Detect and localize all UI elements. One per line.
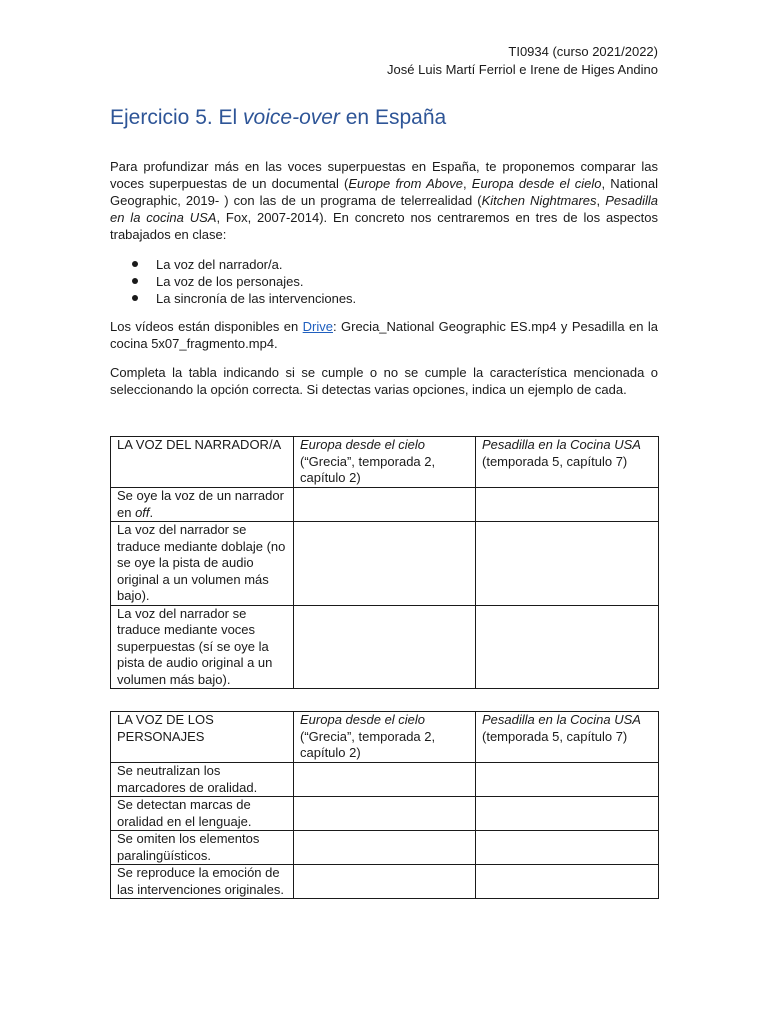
aspects-list <box>110 256 356 307</box>
col3-detail: (temporada 5, capítulo 7) <box>482 728 628 744</box>
answer-cell[interactable] <box>294 831 476 865</box>
table-header-cell <box>294 712 476 763</box>
title-italic: voice-over <box>243 106 340 129</box>
col3-title: Pesadilla en la Cocina USA <box>482 712 641 727</box>
table-label-cell <box>111 488 294 522</box>
answer-cell[interactable] <box>476 522 659 606</box>
instructions-paragraph: Completa la tabla indicando si se cumple o no se cumple la característica mencionada o seleccionando la opción correcta. Si detectas varias opciones, indica un ejemplo de cada. <box>110 365 658 397</box>
table-row <box>111 605 659 689</box>
answer-cell[interactable] <box>476 763 659 797</box>
table-row <box>111 712 659 763</box>
drive-link[interactable]: Drive <box>302 319 333 334</box>
table-label-cell: Se omiten los elementos paralingüísticos. <box>111 831 294 865</box>
table-header-cell <box>476 712 659 763</box>
intro-paragraph <box>110 158 658 243</box>
answer-cell[interactable] <box>294 605 476 689</box>
exercise-title <box>110 104 446 132</box>
table-row <box>111 831 659 865</box>
table-label-cell: Se detectan marcas de oralidad en el lenguaje. <box>111 797 294 831</box>
col3-detail: (temporada 5, capítulo 7) <box>482 453 628 469</box>
title-prefix: Ejercicio 5. El <box>110 106 244 129</box>
answer-cell[interactable] <box>294 522 476 606</box>
authors: José Luis Martí Ferriol e Irene de Higes Andino <box>387 62 658 77</box>
list-item: La voz de los personajes. <box>110 273 356 290</box>
videos-paragraph <box>110 318 658 352</box>
doc-title-en: Europe from Above <box>348 176 463 191</box>
title-suffix: en España <box>339 106 447 129</box>
intro-text-2: , National Geographic, 2019- ) con las de un programa de telerrealidad ( <box>110 176 658 208</box>
table-header-cell: LA VOZ DE LOS PERSONAJES <box>111 712 294 763</box>
answer-cell[interactable] <box>294 865 476 899</box>
table-header-cell <box>294 437 476 488</box>
narrator-table <box>110 436 659 689</box>
show-title-es: Pesadilla en la cocina USA <box>110 193 658 225</box>
table-header-cell <box>476 437 659 488</box>
course-code: TI0934 (curso 2021/2022) <box>508 44 658 59</box>
table-row <box>111 437 659 488</box>
table-row <box>111 763 659 797</box>
show-title-en: Kitchen Nightmares <box>481 193 597 208</box>
table-row <box>111 865 659 899</box>
answer-cell[interactable] <box>476 605 659 689</box>
col2-title: Europa desde el cielo <box>300 712 426 727</box>
videos-text-before: Los vídeos están disponibles en <box>110 319 303 334</box>
table-label-cell: Se reproduce la emoción de las intervenciones originales. <box>111 865 294 899</box>
answer-cell[interactable] <box>294 488 476 522</box>
table-row <box>111 488 659 522</box>
table-row <box>111 797 659 831</box>
intro-text-3: , Fox, 2007-2014). En concreto nos centraremos en tres de los aspectos trabajados en clase: <box>110 210 658 242</box>
col2-detail: (“Grecia”, temporada 2, capítulo 2) <box>300 453 436 485</box>
list-item: La voz del narrador/a. <box>110 256 356 273</box>
table-label-cell: La voz del narrador se traduce mediante doblaje (no se oye la pista de audio original a un volumen más bajo). <box>111 522 294 606</box>
row1-end: . <box>149 504 154 520</box>
table-label-cell: Se neutralizan los marcadores de oralidad. <box>111 763 294 797</box>
answer-cell[interactable] <box>476 488 659 522</box>
row1-italic: off <box>135 504 150 520</box>
table-label-cell: La voz del narrador se traduce mediante voces superpuestas (sí se oye la pista de audio original a un volumen más bajo). <box>111 605 294 689</box>
characters-table <box>110 711 659 899</box>
doc-title-es: Europa desde el cielo <box>471 176 602 191</box>
answer-cell[interactable] <box>476 797 659 831</box>
intro-sep-2: , <box>596 193 606 208</box>
intro-sep-1: , <box>463 176 472 191</box>
col3-title: Pesadilla en la Cocina USA <box>482 437 641 452</box>
col2-title: Europa desde el cielo <box>300 437 426 452</box>
answer-cell[interactable] <box>294 797 476 831</box>
list-item: La sincronía de las intervenciones. <box>110 290 356 307</box>
table-row <box>111 522 659 606</box>
answer-cell[interactable] <box>294 763 476 797</box>
table-header-cell: LA VOZ DEL NARRADOR/A <box>111 437 294 488</box>
page-header <box>387 43 658 79</box>
intro-text-1: Para profundizar más en las voces superpuestas en España, te proponemos comparar las voces superpuestas de un documental ( <box>110 159 658 191</box>
row1-text: Se oye la voz de un narrador en <box>117 488 284 520</box>
answer-cell[interactable] <box>476 865 659 899</box>
videos-text-after: : Grecia_National Geographic ES.mp4 y Pesadilla en la cocina 5x07_fragmento.mp4. <box>110 319 658 351</box>
answer-cell[interactable] <box>476 831 659 865</box>
col2-detail: (“Grecia”, temporada 2, capítulo 2) <box>300 728 436 760</box>
